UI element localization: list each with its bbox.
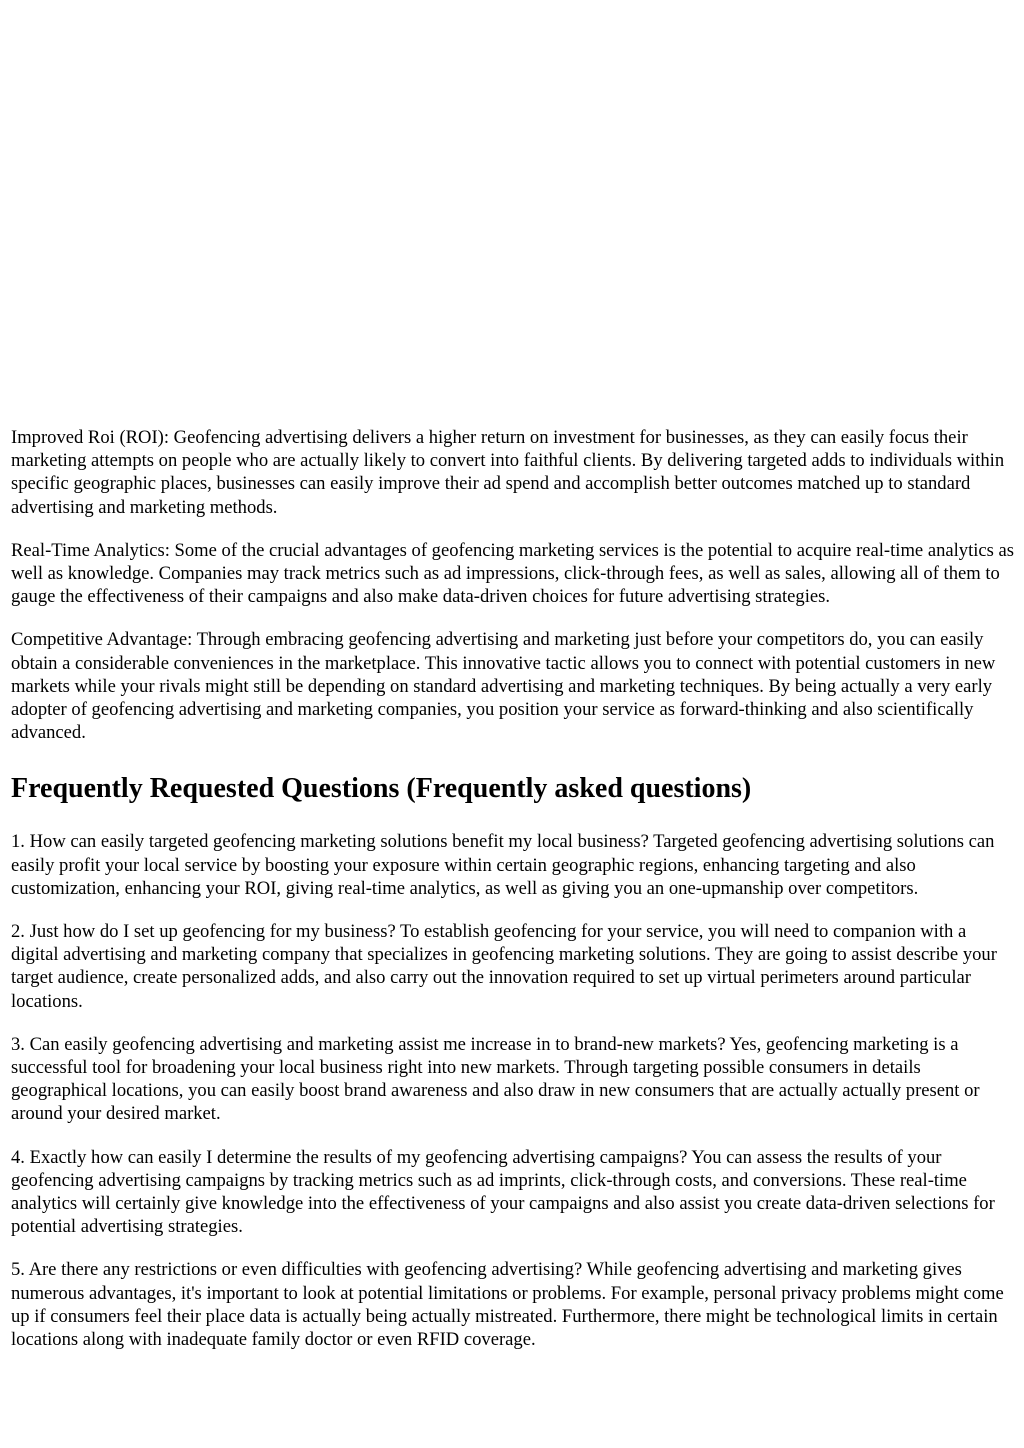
faq-item-3: 3. Can easily geofencing advertising and marketing assist me increase in to brand-new markets? Yes, geofencing marketing is a successful tool for broadening your local business right into new markets. Through targeting possible consumers in details geographical locations, you can easily boost brand awareness and also draw in new consumers that are actually actually present or around your desired market. (11, 1033, 980, 1125)
paragraph-competitive-advantage: Competitive Advantage: Through embracing geofencing advertising and marketing just before your competitors do, you can easily obtain a considerable conveniences in the marketplace. This innovative tactic allows you to connect with potential customers in new markets while your rivals might still be depending on standard advertising and marketing techniques. By being actually a very early adopter of geofencing advertising and marketing companies, you position your service as forward-thinking and also scientifically advanced. (11, 629, 996, 744)
paragraph-real-time-analytics: Real-Time Analytics: Some of the crucial advantages of geofencing marketing services is the potential to acquire real-time analytics as well as knowledge. Companies may track metrics such as ad impressions, click-through fees, as well as sales, allowing all of them to gauge the effectiveness of their campaigns and also make data-driven choices for future advertising strategies. (11, 539, 1015, 608)
blank-image-area (0, 0, 1024, 426)
paragraph-roi: Improved Roi (ROI): Geofencing advertising delivers a higher return on investment for businesses, as they can easily focus their marketing attempts on people who are actually likely to convert into faithful clients. By delivering targeted adds to individuals within specific geographic places, businesses can easily improve their ad spend and accomplish better outcomes matched up to standard advertising and marketing methods. (11, 427, 1005, 518)
faq-heading: Frequently Requested Questions (Frequently asked questions) (11, 773, 752, 805)
faq-item-5: 5. Are there any restrictions or even difficulties with geofencing advertising? While geofencing advertising and marketing gives numerous advantages, it's important to look at potential limitations or problems. For example, personal privacy problems might come up if consumers feel their place data is actually being actually mistreated. Furthermore, there might be technological limits in certain locations along with inadequate family doctor or even RFID coverage. (11, 1259, 1004, 1351)
faq-item-2: 2. Just how do I set up geofencing for my business? To establish geofencing for your service, you will need to companion with a digital advertising and marketing company that specializes in geofencing marketing solutions. They are going to assist describe your target audience, create personalized adds, and also carry out the innovation required to set up virtual perimeters around particular locations. (11, 921, 997, 1012)
faq-item-4: 4. Exactly how can easily I determine the results of my geofencing advertising campaigns? You can assess the results of your geofencing advertising campaigns by tracking metrics such as ad imprints, click-through costs, and conversions. These real-time analytics will certainly give knowledge into the effectiveness of your campaigns and also assist you create data-driven selections for potential advertising strategies. (11, 1146, 995, 1238)
faq-item-1: 1. How can easily targeted geofencing marketing solutions benefit my local business? Targeted geofencing advertising solutions can easily profit your local service by boosting your exposure within certain geographic regions, enhancing targeting and also customization, enhancing your ROI, giving real-time analytics, as well as giving you an one-upmanship over competitors. (11, 831, 995, 899)
article-body (11, 426, 1015, 1371)
